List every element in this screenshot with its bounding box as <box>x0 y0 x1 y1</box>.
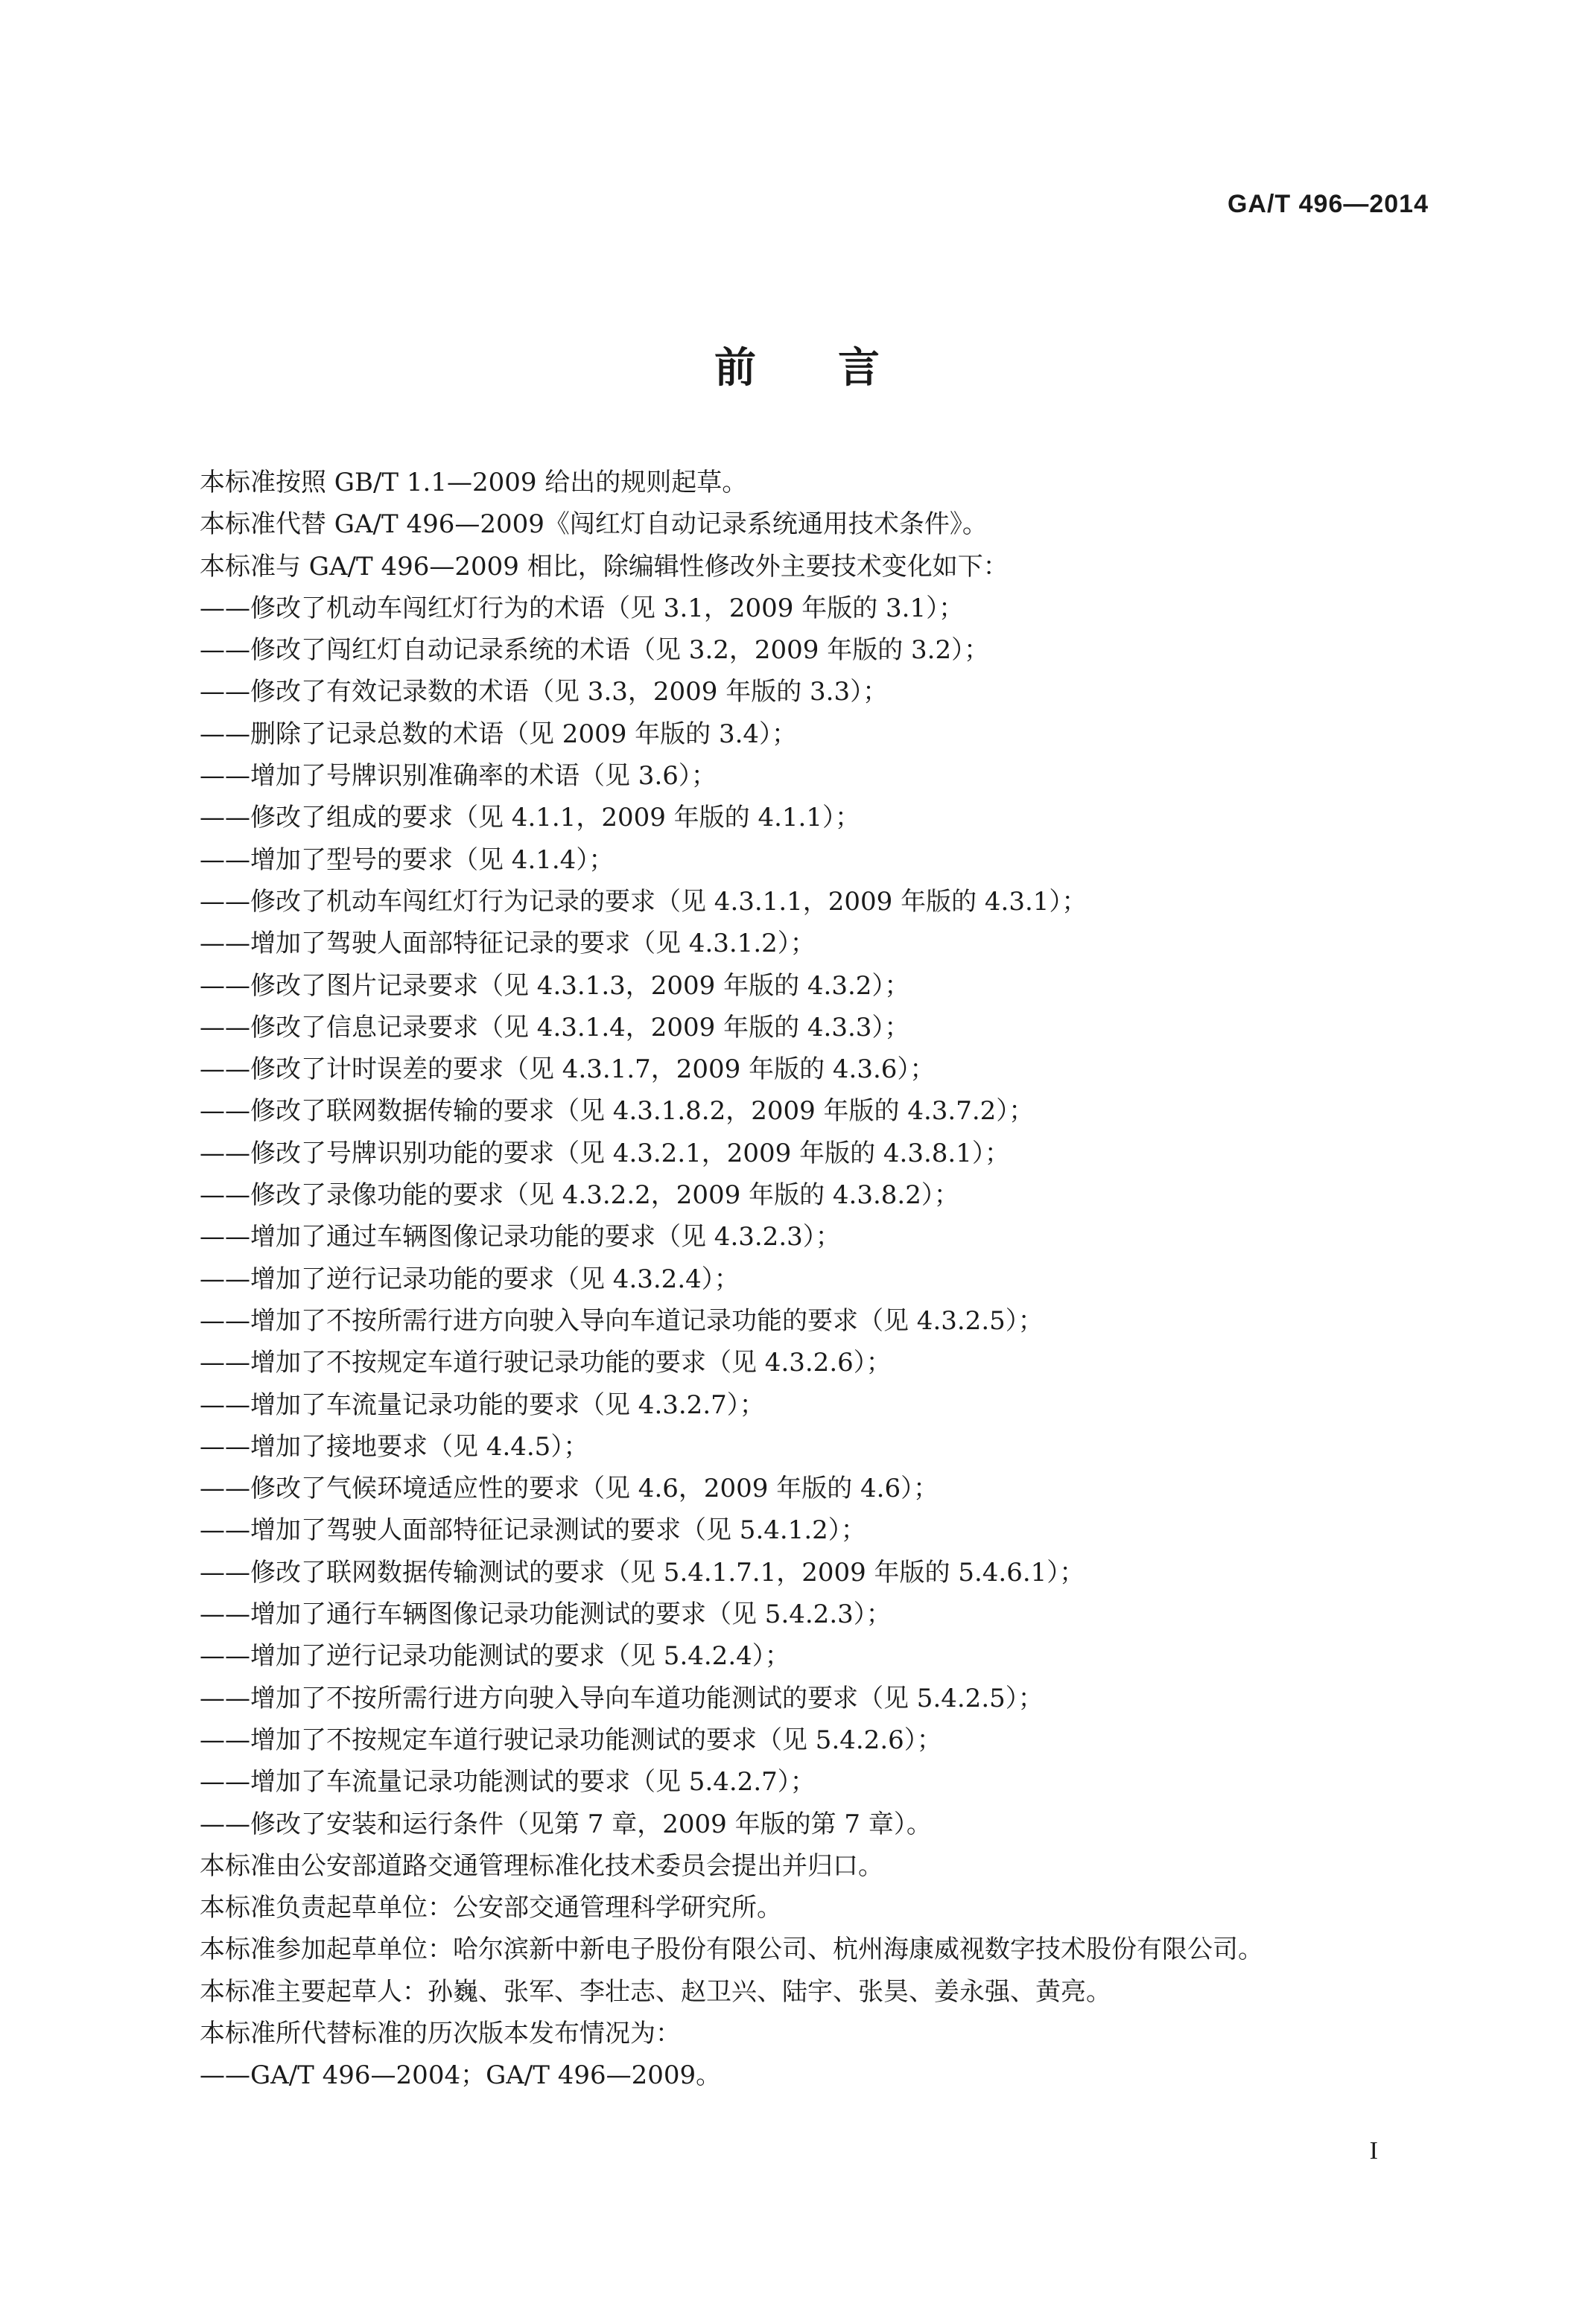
change-item: ——修改了闯红灯自动记录系统的术语（见 3.2，2009 年版的 3.2）； <box>200 635 990 666</box>
body-line: 本标准由公安部道路交通管理标准化技术委员会提出并归口。 <box>200 1850 883 1881</box>
change-item: ——修改了联网数据传输的要求（见 4.3.1.8.2，2009 年版的 4.3.7.2）； <box>200 1096 1035 1127</box>
standard-code: GA/T 496—2014 <box>1227 190 1429 218</box>
body-line: 本标准所代替标准的历次版本发布情况为： <box>200 2018 681 2048</box>
change-item: ——修改了安装和运行条件（见第 7 章，2009 年版的第 7 章）。 <box>200 1809 932 1839</box>
change-item: ——修改了录像功能的要求（见 4.3.2.2，2009 年版的 4.3.8.2）； <box>200 1180 959 1211</box>
change-item: ——增加了逆行记录功能的要求（见 4.3.2.4）； <box>200 1264 740 1294</box>
body-line: 本标准与 GA/T 496—2009 相比，除编辑性修改外主要技术变化如下： <box>200 551 1009 582</box>
change-item: ——修改了组成的要求（见 4.1.1，2009 年版的 4.1.1）； <box>200 803 860 833</box>
change-item: ——增加了号牌识别准确率的术语（见 3.6）； <box>200 761 717 792</box>
change-item: ——增加了通过车辆图像记录功能的要求（见 4.3.2.3）； <box>200 1222 841 1252</box>
change-item: ——修改了计时误差的要求（见 4.3.1.7，2009 年版的 4.3.6）； <box>200 1054 936 1085</box>
change-item: ——修改了图片记录要求（见 4.3.1.3，2009 年版的 4.3.2）； <box>200 970 910 1001</box>
change-item: ——增加了型号的要求（见 4.1.4）； <box>200 844 615 875</box>
change-item: ——修改了机动车闯红灯行为的术语（见 3.1，2009 年版的 3.1）； <box>200 593 965 623</box>
change-item: ——修改了气候环境适应性的要求（见 4.6，2009 年版的 4.6）； <box>200 1474 939 1504</box>
change-item: ——增加了逆行记录功能测试的要求（见 5.4.2.4）； <box>200 1641 790 1672</box>
change-item: ——删除了记录总数的术语（见 2009 年版的 3.4）； <box>200 719 798 749</box>
body-line: 本标准主要起草人：孙巍、张军、李壮志、赵卫兴、陆宇、张昊、姜永强、黄亮。 <box>200 1976 1111 2007</box>
change-item: ——增加了驾驶人面部特征记录测试的要求（见 5.4.1.2）； <box>200 1515 866 1546</box>
page-number: I <box>1369 2137 1378 2165</box>
body-line: 本标准代替 GA/T 496—2009《闯红灯自动记录系统通用技术条件》。 <box>200 509 988 540</box>
change-item: ——增加了不按规定车道行驶记录功能的要求（见 4.3.2.6）； <box>200 1348 892 1378</box>
change-item: ——增加了车流量记录功能的要求（见 4.3.2.7）； <box>200 1389 765 1420</box>
body-line: 本标准按照 GB/T 1.1—2009 给出的规则起草。 <box>200 468 748 497</box>
change-item: ——GA/T 496—2004；GA/T 496—2009。 <box>200 2060 722 2091</box>
change-item: ——增加了接地要求（见 4.4.5）； <box>200 1431 589 1462</box>
change-item: ——修改了信息记录要求（见 4.3.1.4，2009 年版的 4.3.3）； <box>200 1012 910 1042</box>
change-item: ——修改了联网数据传输测试的要求（见 5.4.1.7.1，2009 年版的 5.4.6.1）； <box>200 1557 1085 1588</box>
page-title: 前言 <box>714 344 962 392</box>
change-item: ——增加了驾驶人面部特征记录的要求（见 4.3.1.2）； <box>200 929 816 959</box>
change-item: ——增加了不按所需行进方向驶入导向车道记录功能的要求（见 4.3.2.5）； <box>200 1305 1044 1336</box>
change-item: ——修改了号牌识别功能的要求（见 4.3.2.1，2009 年版的 4.3.8.1）； <box>200 1138 1010 1168</box>
change-item: ——增加了不按所需行进方向驶入导向车道功能测试的要求（见 5.4.2.5）； <box>200 1683 1044 1713</box>
change-item: ——增加了车流量记录功能测试的要求（见 5.4.2.7）； <box>200 1767 816 1798</box>
change-item: ——增加了通行车辆图像记录功能测试的要求（见 5.4.2.3）； <box>200 1599 892 1630</box>
change-item: ——修改了机动车闯红灯行为记录的要求（见 4.3.1.1，2009 年版的 4.3.1）； <box>200 886 1087 917</box>
foreword-body <box>200 462 1481 2097</box>
body-line: 本标准负责起草单位：公安部交通管理科学研究所。 <box>200 1893 782 1923</box>
body-line: 本标准参加起草单位：哈尔滨新中新电子股份有限公司、杭州海康威视数字技术股份有限公司。 <box>200 1935 1263 1965</box>
change-item: ——增加了不按规定车道行驶记录功能测试的要求（见 5.4.2.6）； <box>200 1725 942 1755</box>
change-item: ——修改了有效记录数的术语（见 3.3，2009 年版的 3.3）； <box>200 677 889 707</box>
